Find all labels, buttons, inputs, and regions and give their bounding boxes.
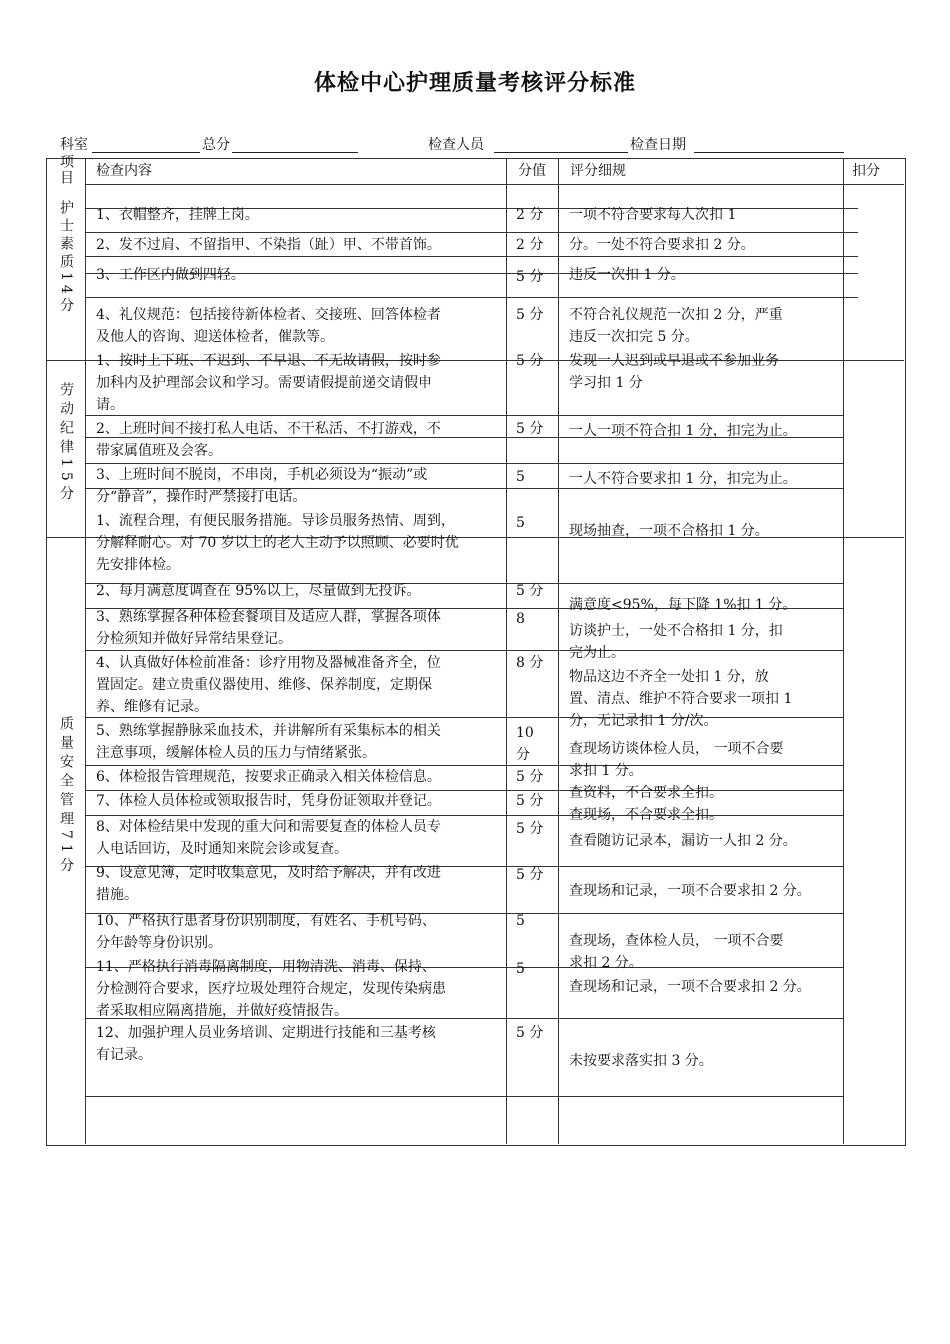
check-content-line: 12、加强护理人员业务培训、定期进行技能和三基考核 — [96, 1025, 436, 1041]
score-value-line: 5 分 — [516, 867, 544, 883]
check-content — [96, 720, 441, 764]
scoring-criteria — [569, 880, 811, 902]
score-value — [516, 1022, 543, 1044]
check-content — [96, 606, 441, 650]
scoring-criteria-line: 查资料，不合要求全扣。 — [569, 785, 723, 801]
check-content-line: 1、流程合理，有便民服务措施。导诊员服务热情、周到， — [96, 513, 455, 529]
scoring-criteria-line: 一人一项不符合扣 1 分，扣完为止。 — [569, 423, 797, 439]
score-value-line: 5 — [516, 913, 525, 929]
score-value-line: 10 — [516, 725, 534, 741]
check-content — [96, 580, 420, 602]
scoring-criteria-line: 一项不符合要求每人次扣 1 — [569, 207, 737, 223]
score-value-line: 8 分 — [516, 655, 544, 671]
check-content-line: 分“静音”，操作时严禁接打电话。 — [96, 489, 307, 505]
score-value — [516, 304, 543, 326]
scoring-criteria-line: 不符合礼仪规范一次扣 2 分，严重 — [569, 307, 783, 323]
score-value — [516, 266, 543, 288]
check-content-line: 养、维修有记录。 — [96, 699, 208, 715]
scoring-criteria-line: 查现场，查体检人员， 一项不合要 — [569, 933, 784, 949]
check-content — [96, 1022, 436, 1066]
check-content-line: 4、认真做好体检前准备：诊疗用物及器械准备齐全，位 — [96, 655, 441, 671]
row-divider — [86, 184, 904, 185]
score-value — [516, 204, 543, 226]
score-value-line: 5 分 — [516, 421, 544, 437]
score-value-line: 5 — [516, 961, 525, 977]
scoring-criteria-line: 现场抽查，一项不合格扣 1 分。 — [569, 523, 769, 539]
scoring-criteria — [569, 304, 783, 348]
check-content — [96, 204, 259, 226]
scoring-criteria — [569, 520, 769, 542]
scoring-criteria-line: 完为止。 — [569, 645, 625, 661]
scoring-criteria — [569, 420, 797, 442]
score-value-line: 5 分 — [516, 307, 544, 323]
score-value-line: 5 分 — [516, 769, 544, 785]
score-value-line: 5 分 — [516, 821, 544, 837]
check-content — [96, 464, 427, 508]
score-value — [516, 608, 525, 630]
scoring-criteria-line: 查现场和记录，一项不合要求扣 2 分。 — [569, 979, 811, 995]
score-value — [516, 864, 543, 886]
check-content-line: 1、衣帽整齐，挂牌上岗。 — [96, 207, 259, 223]
inspector-label: 检查人员 — [428, 137, 484, 153]
check-content-line: 分解释耐心。对 70 岁以上的老人主动予以照顾、必要时优 — [96, 535, 459, 551]
check-content — [96, 816, 441, 860]
scoring-criteria-line: 违反一次扣完 5 分。 — [569, 329, 699, 345]
check-content — [96, 862, 441, 906]
check-content — [96, 790, 441, 812]
check-content — [96, 304, 441, 348]
dept-blank[interactable] — [92, 152, 200, 153]
score-value — [516, 466, 525, 488]
check-content-line: 人电话回访，及时通知来院会诊或复查。 — [96, 841, 348, 857]
check-content-line: 者采取相应隔离措施，并做好疫情报告。 — [96, 1003, 348, 1019]
check-content — [96, 350, 441, 416]
score-value-line: 5 分 — [516, 583, 544, 599]
check-content — [96, 510, 459, 576]
col-header-content: 检查内容 — [96, 163, 152, 179]
check-content-line: 6、体检报告管理规范，按要求正确录入相关体检信息。 — [96, 769, 441, 785]
scoring-criteria — [569, 976, 811, 998]
check-content-line: 先安排体检。 — [96, 557, 180, 573]
check-content-line: 5、熟练掌握静脉采血技术，并讲解所有采集标本的相关 — [96, 723, 441, 739]
scoring-criteria-line: 访谈护士，一处不合格扣 1 分，扣 — [569, 623, 783, 639]
scoring-criteria-line: 查看随访记录本，漏访一人扣 2 分。 — [569, 833, 797, 849]
check-content-line: 分检测符合要求，医疗垃圾处理符合规定，发现传染病患 — [96, 981, 446, 997]
check-content — [96, 766, 441, 788]
check-content-line: 有记录。 — [96, 1047, 152, 1063]
scoring-criteria — [569, 264, 685, 286]
score-value — [516, 910, 525, 932]
scoring-criteria-line: 置、清点、维护不符合要求一项扣 1 — [569, 691, 793, 707]
scoring-criteria — [569, 738, 783, 782]
score-value-line: 5 分 — [516, 353, 544, 369]
check-content-line: 1、按时上下班、不迟到、不早退、不无故请假，按时参 — [96, 353, 441, 369]
score-value-line: 5 分 — [516, 1025, 544, 1041]
scoring-criteria — [569, 468, 797, 490]
check-content — [96, 910, 436, 954]
col-header-item: 项目 — [58, 154, 74, 186]
score-value — [516, 818, 543, 840]
score-value-line: 分 — [516, 747, 530, 763]
row-divider — [86, 1096, 844, 1097]
scoring-criteria-line: 分。一处不符合要求扣 2 分。 — [569, 237, 755, 253]
check-content-line: 加科内及护理部会议和学习。需要请假提前递交请假申 — [96, 375, 432, 391]
score-value — [516, 766, 543, 788]
col-divider — [506, 158, 507, 1144]
scoring-criteria — [569, 234, 755, 256]
score-value — [516, 512, 525, 534]
check-content-line: 8、对体检结果中发现的重大问和需要复查的体检人员专 — [96, 819, 441, 835]
scoring-criteria-line: 未按要求落实扣 3 分。 — [569, 1053, 713, 1069]
col-header-criteria: 评分细规 — [570, 163, 626, 179]
scoring-criteria-line: 查现场访谈体检人员， 一项不合要 — [569, 741, 784, 757]
score-value — [516, 580, 543, 602]
check-content-line: 11、严格执行消毒隔离制度，用物清洗、消毒、保持、 — [96, 959, 436, 975]
scoring-criteria-line: 学习扣 1 分 — [569, 375, 643, 391]
check-content-line: 分年龄等身份识别。 — [96, 935, 222, 951]
check-content-line: 分检须知并做好异常结果登记。 — [96, 631, 292, 647]
scoring-criteria-line: 违反一次扣 1 分。 — [569, 267, 685, 283]
category-labor-discipline: 劳动纪律15分 — [58, 382, 74, 505]
scoring-criteria-line: 查现场，不合要求全扣。 — [569, 807, 723, 823]
scoring-criteria — [569, 930, 783, 974]
check-content-line: 注意事项，缓解体检人员的压力与情绪紧张。 — [96, 745, 376, 761]
scoring-criteria — [569, 830, 797, 852]
check-content-line: 9、设意见簿，定时收集意见，及时给予解决，并有改进 — [96, 865, 441, 881]
scoring-criteria — [569, 782, 723, 804]
check-content — [96, 956, 446, 1022]
scoring-criteria — [569, 350, 779, 394]
scoring-criteria — [569, 620, 783, 664]
check-content-line: 及他人的咨询、迎送体检者，催款等。 — [96, 329, 334, 345]
scoring-criteria-line: 物品这边不齐全一处扣 1 分，放 — [569, 669, 769, 685]
total-blank[interactable] — [232, 152, 358, 153]
score-value — [516, 790, 543, 812]
scoring-criteria-line: 求扣 2 分。 — [569, 955, 643, 971]
score-value-line: 5 — [516, 515, 525, 531]
check-content-line: 请。 — [96, 397, 124, 413]
check-content-line: 7、体检人员体检或领取报告时，凭身份证领取并登记。 — [96, 793, 441, 809]
scoring-criteria-line: 满意度<95%，每下降 1%扣 1 分。 — [569, 597, 797, 613]
check-content-line: 2、发不过肩、不留指甲、不染指（趾）甲、不带首饰。 — [96, 237, 441, 253]
check-content-line: 2、上班时间不接打私人电话、不干私活、不打游戏，不 — [96, 421, 441, 437]
check-content-line: 10、严格执行患者身份识别制度，有姓名、手机号码、 — [96, 913, 436, 929]
score-value-line: 8 — [516, 611, 525, 627]
score-value — [516, 350, 543, 372]
page-title: 体检中心护理质量考核评分标准 — [313, 71, 636, 96]
date-label: 检查日期 — [630, 137, 686, 153]
check-content-line: 3、熟练掌握各种体检套餐项目及适应人群，掌握各项体 — [96, 609, 441, 625]
score-value — [516, 652, 543, 674]
scoring-criteria — [569, 594, 796, 616]
total-label: 总分 — [202, 137, 230, 153]
score-value-line: 2 分 — [516, 237, 544, 253]
inspector-blank[interactable] — [494, 152, 628, 153]
scoring-criteria-line: 查现场和记录，一项不合要求扣 2 分。 — [569, 883, 811, 899]
check-content-line: 2、每月满意度调查在 95%以上，尽量做到无投诉。 — [96, 583, 421, 599]
check-content-line: 3、工作区内做到四轻。 — [96, 267, 245, 283]
category-quality-safety: 质量安全管理71分 — [58, 716, 74, 877]
scoring-criteria — [569, 804, 723, 826]
scoring-criteria — [569, 1050, 713, 1072]
score-value — [516, 722, 534, 766]
check-content-line: 置固定。建立贵重仪器使用、维修、保养制度，定期保 — [96, 677, 432, 693]
col-divider — [558, 158, 559, 1144]
date-blank[interactable] — [694, 152, 844, 153]
scoring-criteria-line: 一人不符合要求扣 1 分，扣完为止。 — [569, 471, 797, 487]
score-value — [516, 418, 543, 440]
score-value-line: 5 分 — [516, 793, 544, 809]
score-value-line: 5 — [516, 469, 525, 485]
check-content — [96, 652, 441, 718]
scoring-criteria — [569, 204, 736, 226]
score-value — [516, 234, 543, 256]
scoring-criteria-line: 发现一人迟到或早退或不参加业务 — [569, 353, 779, 369]
scoring-criteria-line: 求扣 1 分。 — [569, 763, 643, 779]
category-nurse-quality: 护士素质14分 — [58, 200, 74, 316]
score-value — [516, 958, 525, 980]
check-content-line: 措施。 — [96, 887, 138, 903]
check-content — [96, 418, 441, 462]
scoring-criteria — [569, 666, 792, 732]
check-content — [96, 264, 245, 286]
dept-label: 科室 — [60, 137, 88, 153]
score-value-line: 2 分 — [516, 207, 544, 223]
check-content-line: 带家属值班及会客。 — [96, 443, 222, 459]
check-content — [96, 234, 441, 256]
col-header-score: 分值 — [518, 163, 546, 179]
check-content-line: 3、上班时间不脱岗，不串岗，手机必须设为“振动”或 — [96, 467, 428, 483]
col-header-deduct: 扣分 — [852, 163, 880, 179]
score-value-line: 5 分 — [516, 269, 544, 285]
check-content-line: 4、礼仪规范：包括接待新体检者、交接班、回答体检者 — [96, 307, 441, 323]
col-divider — [843, 158, 844, 1144]
scoring-criteria-line: 分，无记录扣 1 分/次。 — [569, 713, 718, 729]
